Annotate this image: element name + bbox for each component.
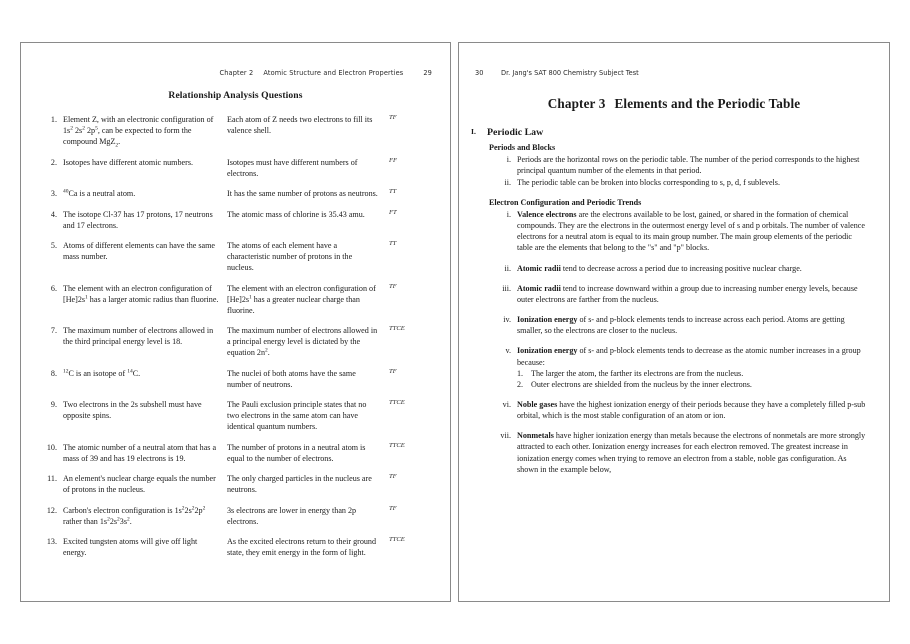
question-statement-2: The atomic mass of chlorine is 35.43 amu. [227,209,365,219]
page-left [20,42,451,602]
question-statement-2: The nuclei of both atoms have the same number of neutrons. [227,368,356,389]
sub-list-item-text: The larger the atom, the farther its electrons are from the nucleus. [531,368,744,378]
trend-term: Atomic radii [517,283,561,293]
running-head-book-title: Dr. Jang's SAT 800 Chemistry Subject Test [501,69,639,77]
list-marker: vi. [502,400,511,409]
list-marker: v. [505,346,511,356]
question-statement-1: Atoms of different elements can have the same mass number. [63,241,216,261]
question-number: 13. [46,537,57,546]
list-marker: ii. [504,178,511,188]
question-row [37,114,428,147]
chapter-number: Chapter 3 [547,96,606,111]
question-statement-2: The number of protons in a neutral atom is equal to the number of electrons. [227,442,366,463]
subhead-electron-configuration-trends: Electron Configuration and Periodic Trends [489,198,642,208]
question-statement-2: The Pauli exclusion principle states that no two electrons in the same atom can have identical quantum numbers. [227,400,367,431]
periodic-trend-item [489,345,889,367]
question-number: 9. [50,400,57,409]
list-item-text [517,263,889,274]
question-statement-2: As the excited electrons return to their ground state, they emit energy in the form of light. [227,537,377,557]
list-marker: iv. [503,315,511,325]
question-statement-1: Isotopes have different atomic numbers. [63,157,193,167]
trend-description: tend to increase downward within a group due to increasing number energy levels, because outer electrons are farther from the nucleus. [517,283,858,304]
question-statement-1: $^{12}$C is an isotope of $^{14}$C. [63,367,141,378]
periodic-trend-entry [489,345,889,390]
periodic-trend-entry [489,399,889,421]
question-row [37,368,428,390]
question-number: 12. [46,505,57,515]
list-marker: vii. [500,431,511,441]
question-statement-2: 3s electrons are lower in energy than 2p electrons. [227,505,357,526]
question-number: 5. [50,241,57,250]
question-statement-1: The atomic number of a neutral atom that has a mass of 39 and has 19 electrons is 19. [63,442,217,463]
list-item-text [517,314,889,336]
question-answer-code: TF [389,473,397,480]
question-number: 7. [50,326,57,335]
question-answer-code: TF [389,114,397,121]
trend-description: have the highest ionization energy of their periods because they have a completely filled p-sub orbital, which is the most stable configuration of an atom or ion. [517,400,866,421]
question-row [37,283,428,316]
question-answer-code: TTCE [389,536,405,543]
question-answer-code: FT [389,208,397,216]
periodic-trend-item [489,209,889,254]
question-number: 1. [50,115,57,124]
question-row [37,240,428,273]
trend-term: Atomic radii [517,263,561,273]
periodic-trend-item [489,399,889,421]
left-running-head [21,69,450,77]
question-answer-code: FF [389,156,398,164]
trend-term: Noble gases [517,400,558,409]
question-row [37,399,428,432]
trend-sub-item [517,379,889,390]
section-numeral: I. [471,127,476,136]
question-row [37,505,428,527]
question-row [37,157,428,179]
question-row [37,536,428,558]
question-statement-1: The isotope Cl-37 has 17 protons, 17 neutrons and 17 electrons. [63,209,213,230]
section-heading-label: Periodic Law [487,127,544,138]
question-number: 2. [50,157,57,167]
trend-term: Ionization energy [517,346,578,356]
question-number: 10. [46,442,57,452]
trend-term: Valence electrons [517,209,577,219]
trend-description: of s- and p-block elements tends to decrease as the atomic number increases in a group because: [517,346,861,367]
question-row [37,473,428,495]
sub-list-marker: 2. [517,379,524,389]
question-row [37,209,428,231]
list-marker: i. [506,154,511,164]
list-marker: iii. [502,283,511,293]
question-statement-2: The atoms of each element have a characteristic number of protons in the nucleus. [227,241,353,272]
periodic-trends-list [459,209,889,475]
question-answer-code: TT [389,188,397,195]
question-statement-1: Two electrons in the 2s subshell must have opposite spins. [63,400,202,420]
question-row [37,442,428,464]
trend-description: have higher ionization energy than metals because the electrons of nonmetals are more strongly attracted to each other. Ionization energy increases for each electron removed. The greatest increase in ionization energy comes when trying to remove an electron from a stable, noble gas configuration. As shown in the example below, [517,431,866,474]
question-statement-1: The maximum number of electrons allowed in the third principal energy level is 18. [63,326,214,346]
list-item-text [517,345,889,367]
question-statement-1: An element's nuclear charge equals the number of protons in the nucleus. [63,474,216,494]
question-number: 8. [50,368,57,378]
section-title: Relationship Analysis Questions [168,90,303,101]
question-row [37,325,428,358]
question-statement-1: Excited tungsten atoms will give off light energy. [63,537,198,557]
question-statement-2: The only charged particles in the nucleus are neutrons. [227,474,372,494]
trend-description: tend to decrease across a period due to increasing positive nuclear charge. [560,263,802,273]
periods-and-blocks-item [489,177,889,188]
question-answer-code: TF [389,282,397,290]
list-item-text: Periods are the horizontal rows on the periodic table. The number of the period corresponds to the highest principal quantum number of the elements in that period. [517,154,860,175]
question-statement-1: The element with an electron configuration of $[He]2s^1$ has a larger atomic radius than fluorine. [63,283,219,304]
right-running-head [459,69,889,77]
trend-sub-list [489,368,889,390]
list-item-text [517,399,889,421]
trend-description: are the electrons available to be lost, gained, or shared in the formation of chemical compounds. They are the electrons in the outermost energy level of s and p orbitals. The number of valence electrons for a neutral atom is equal to its main group number. The main group elements of the periodic table are the elements that belong to the "s" and "p" blocks. [517,209,865,253]
list-item-text [517,283,889,305]
question-number: 11. [47,474,57,483]
trend-description: of s- and p-block elements tends to increase across each period. Atoms are getting smaller, so the electrons are closer to the nucleus. [517,315,845,336]
chapter-title [459,96,889,112]
question-statement-1: Carbon's electron configuration is $1s^22s^22p^2$ rather than $1s^22s^23s^2$. [63,504,206,526]
page-right [458,42,890,602]
periodic-trend-entry [489,314,889,336]
periodic-trend-item [489,430,889,475]
question-statement-2: Each atom of Z needs two electrons to fill its valence shell. [227,115,373,135]
list-item-text [517,430,889,475]
question-number: 4. [50,209,57,219]
question-statement-2: The element with an electron configuration of $[He]2s^1$ has a greater nuclear charge than fluorine. [227,283,376,315]
question-statement-2: Isotopes must have different numbers of electrons. [227,157,358,178]
running-head-title: Atomic Structure and Electron Properties [263,69,404,77]
list-item-text: The periodic table can be broken into blocks corresponding to s, p, d, f sublevels. [517,178,780,188]
periodic-trend-entry [489,430,889,475]
section-heading [459,127,889,138]
question-number: 6. [50,283,57,293]
list-marker: ii. [504,263,511,273]
question-statement-1: Element Z, with an electronic configuration of $1s^2$ $2s^2$ $2p^5$, can be expected to form the compound MgZ$_2$. [63,115,214,149]
periods-and-blocks-list [459,154,889,189]
question-answer-code: TF [389,504,397,512]
periodic-trend-item [489,283,889,305]
periodic-trend-item [489,314,889,336]
question-number: 3. [50,189,57,198]
question-row [37,188,428,199]
question-statement-2: The maximum number of electrons allowed in a principal energy level is dictated by the equation $2n^2$. [227,326,378,357]
running-head-chapter: Chapter 2 [219,69,254,77]
trend-sub-item [517,368,889,379]
running-head-page-number: 29 [423,69,432,77]
list-item-text [517,209,889,254]
question-answer-code: TTCE [389,399,405,406]
question-answer-code: TTCE [389,325,405,332]
trend-term: Nonmetals [517,431,554,441]
question-answer-code: TF [389,367,397,375]
sub-list-item-text: Outer electrons are shielded from the nucleus by the inner electrons. [531,379,752,389]
question-statement-2: It has the same number of protons as neutrons. [227,189,378,198]
trend-term: Ionization energy [517,315,578,325]
periods-and-blocks-item [489,154,889,176]
sub-list-marker: 1. [517,368,524,378]
question-answer-code: TTCE [389,441,405,449]
periodic-trend-entry [489,209,889,254]
periodic-trend-entry [489,263,889,274]
periodic-trend-item [489,263,889,274]
question-statement-1: $^{40}$Ca is a neutral atom. [63,188,136,198]
periodic-trend-entry [489,283,889,305]
list-marker: i. [506,209,511,219]
running-head-page-number: 30 [475,69,484,77]
subhead-periods-and-blocks: Periods and Blocks [489,143,556,152]
relationship-analysis-question-list [21,114,450,558]
question-answer-code: TT [389,240,397,247]
chapter-name: Elements and the Periodic Table [614,96,801,111]
